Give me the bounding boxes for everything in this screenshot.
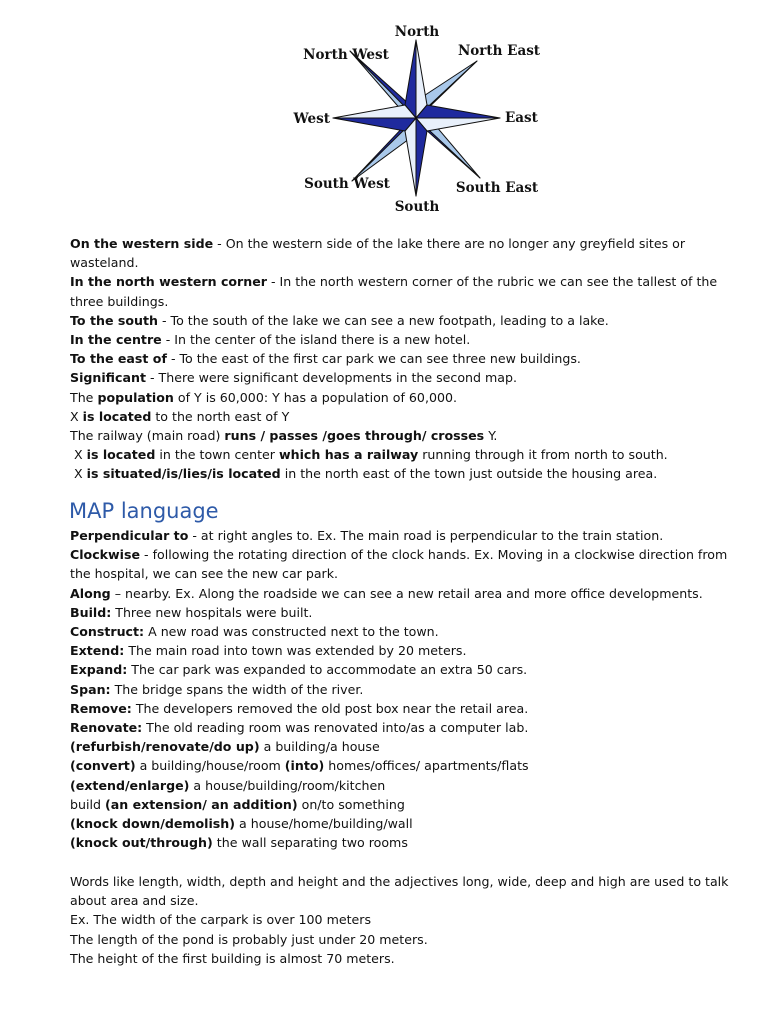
direction-line: [70, 272, 730, 310]
definition: The old reading room was renovated into/as a computer lab.: [142, 720, 529, 736]
direction-line: [70, 368, 730, 387]
direction-line: [70, 330, 730, 349]
text: X: [70, 447, 87, 463]
text: of Y is 60,000: Y has a population of 60,000.: [173, 389, 457, 405]
paragraph: The length of the pond is probably just under 20 meters.: [70, 931, 428, 947]
population-line: [70, 388, 730, 407]
term: Expand:: [70, 662, 128, 678]
term: Clockwise: [70, 547, 141, 563]
term: Extend:: [70, 643, 125, 659]
text: to the north east of Y: [151, 408, 290, 424]
definition: the wall separating two rooms: [212, 835, 408, 851]
term: Build:: [70, 604, 112, 620]
term: To the south: [70, 312, 158, 328]
paragraph: Words like length, width, depth and height and the adjectives long, wide, deep and high are used to talk about area and size.: [70, 874, 729, 909]
compass-label-north-west: North West: [303, 47, 389, 63]
direction-line: [70, 349, 730, 368]
term: (extend/enlarge): [70, 777, 190, 793]
town-center-line: [70, 445, 730, 464]
size-section: [70, 872, 730, 968]
term: runs / passes /goes through/ crosses: [224, 428, 485, 444]
text: Y.: [484, 428, 498, 444]
compass-label-west: West: [293, 111, 330, 127]
vocab-line: [70, 718, 730, 737]
text: running through it from north to south.: [418, 447, 668, 463]
vocab-line: [70, 680, 730, 699]
term: Along: [70, 585, 111, 601]
vocab-line: [70, 603, 730, 622]
vocab-line: [70, 776, 730, 795]
definition: - To the south of the lake we can see a new footpath, leading to a lake.: [157, 312, 609, 328]
definition: - On the western side of the lake there are no longer any greyfield sites or wasteland.: [70, 236, 686, 271]
vocab-line: [70, 660, 730, 679]
term: Construct:: [70, 624, 145, 640]
text: in the north east of the town just outside the housing area.: [280, 466, 658, 482]
situated-line: [70, 464, 730, 483]
direction-line: [70, 311, 730, 330]
term: Remove:: [70, 700, 132, 716]
term: which has a railway: [278, 447, 419, 463]
definition: The car park was expanded to accommodate an extra 50 cars.: [127, 662, 528, 678]
term: (refurbish/renovate/do up): [70, 739, 260, 755]
paragraph: Ex. The width of the carpark is over 100 meters: [70, 912, 372, 928]
term: In the centre: [70, 332, 162, 348]
vocab-line: [70, 737, 730, 756]
term: is located: [82, 408, 152, 424]
term: (knock out/through): [70, 835, 213, 851]
term: Significant: [70, 370, 146, 386]
vocab-line: [70, 584, 730, 603]
term: is located: [86, 447, 156, 463]
directions-section: [70, 234, 730, 484]
convert-line: [70, 756, 730, 775]
text: homes/offices/ apartments/flats: [324, 758, 529, 774]
compass-rose: [285, 18, 550, 218]
definition: - There were significant developments in the second map.: [145, 370, 518, 386]
vocab-section: [70, 526, 730, 852]
text: a building/house/room: [135, 758, 285, 774]
paragraph: The height of the first building is almost 70 meters.: [70, 950, 395, 966]
vocab-line: [70, 545, 730, 583]
compass-label-north-east: North East: [457, 43, 541, 59]
compass-label-south-west: South West: [304, 176, 390, 192]
definition: Three new hospitals were built.: [111, 604, 313, 620]
definition: a house/building/room/kitchen: [189, 777, 386, 793]
text: build: [70, 796, 105, 812]
text: on/to something: [297, 796, 405, 812]
vocab-line: [70, 699, 730, 718]
direction-line: [70, 234, 730, 272]
term: On the western side: [70, 236, 214, 251]
vocab-line: [70, 622, 730, 641]
vocab-line: [70, 814, 730, 833]
term: Renovate:: [70, 720, 143, 736]
text: X: [70, 408, 83, 424]
definition: A new road was constructed next to the town.: [144, 624, 439, 640]
located-line: [70, 407, 730, 426]
text: X: [70, 466, 87, 482]
build-extension-line: [70, 795, 730, 814]
text: The railway (main road): [70, 428, 225, 444]
definition: The main road into town was extended by 20 meters.: [124, 643, 467, 659]
definition: The bridge spans the width of the river.: [110, 681, 364, 697]
term: In the north western corner: [70, 274, 267, 290]
compass-star: [333, 40, 500, 196]
definition: – nearby. Ex. Along the roadside we can see a new retail area and more office developments.: [110, 585, 703, 601]
definition: a building/a house: [259, 739, 380, 755]
text: The: [70, 389, 98, 405]
term: (knock down/demolish): [70, 816, 236, 832]
term: To the east of: [70, 351, 167, 367]
compass-label-south: South: [394, 199, 440, 215]
definition: - at right angles to. Ex. The main road is perpendicular to the train station.: [188, 528, 664, 543]
term: is situated/is/lies/is located: [86, 466, 281, 482]
compass-label-north: North: [394, 24, 440, 40]
term: (an extension/ an addition): [104, 796, 298, 812]
section-heading: MAP language: [69, 499, 219, 523]
term: Span:: [70, 681, 111, 697]
definition: - following the rotating direction of the clock hands. Ex. Moving in a clockwise direction from the hospital, we can see the new car park.: [70, 547, 728, 582]
definition: The developers removed the old post box near the retail area.: [131, 700, 529, 716]
text: in the town center: [155, 447, 279, 463]
term: Perpendicular to: [70, 528, 189, 543]
definition: a house/home/building/wall: [235, 816, 413, 832]
term: (into): [284, 758, 325, 774]
railway-line: [70, 426, 730, 445]
compass-label-south-east: South East: [455, 180, 539, 196]
definition: - In the north western corner of the rubric we can see the tallest of the three buildings.: [70, 274, 718, 309]
compass-label-east: East: [505, 110, 538, 126]
term: population: [97, 389, 174, 405]
vocab-line: [70, 526, 730, 545]
term: (convert): [70, 758, 136, 774]
vocab-line: [70, 833, 730, 852]
definition: - In the center of the island there is a new hotel.: [161, 332, 471, 348]
definition: - To the east of the first car park we can see three new buildings.: [166, 351, 581, 367]
vocab-line: [70, 641, 730, 660]
